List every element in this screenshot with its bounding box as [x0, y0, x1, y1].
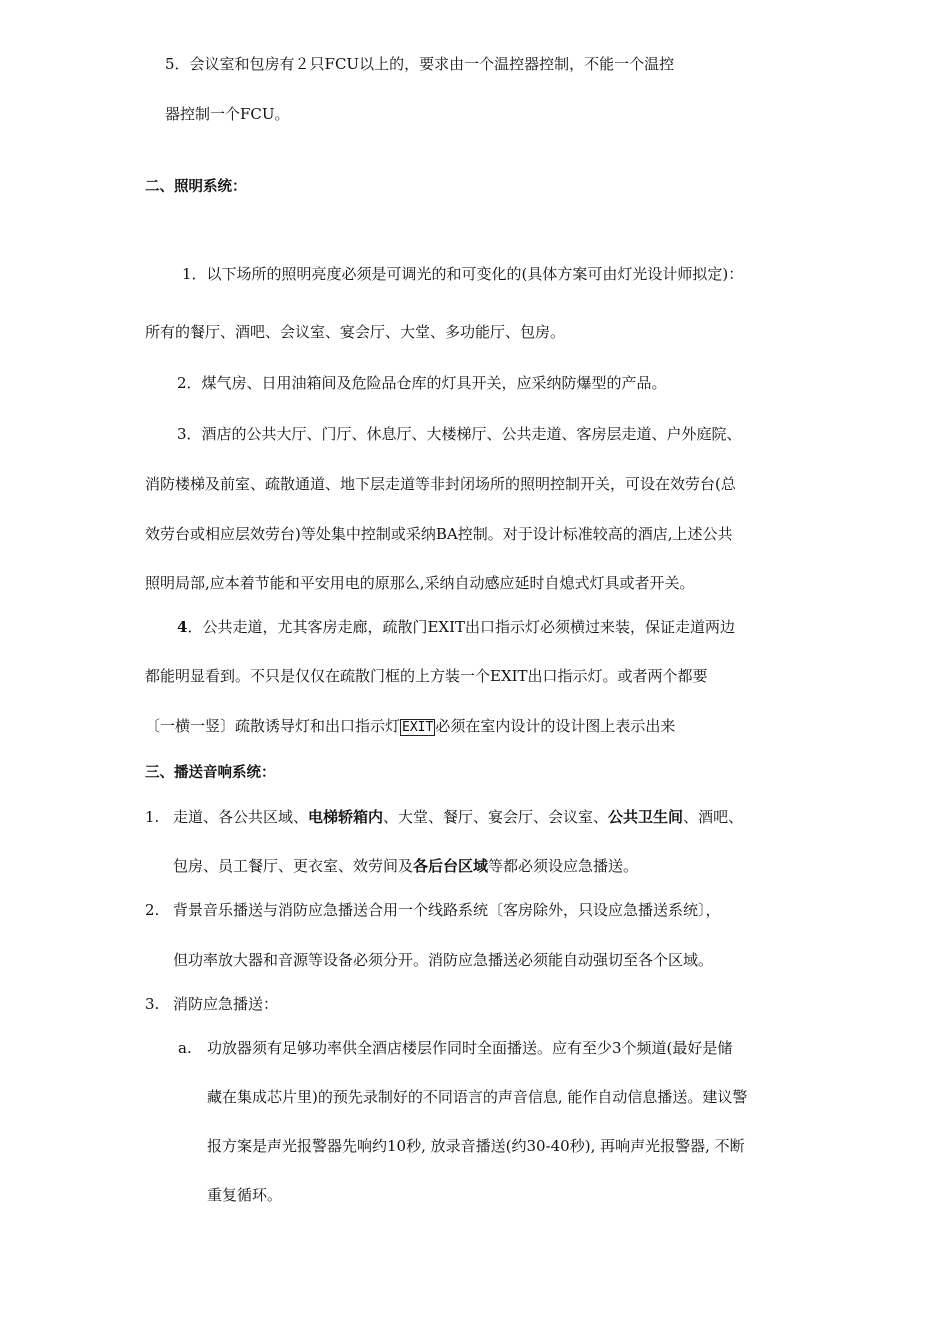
lighting-item4-line3-text-b: 必须在室内设计的设计图上表示出来 — [435, 717, 676, 735]
broadcast-sub-a-number: a. — [178, 1039, 192, 1057]
broadcast-sub-a-line3: 报方案是声光报警器先响约10秒, 放录音播送(约30-40秒), 再响声光报警器, 不断 — [207, 1137, 745, 1155]
broadcast-item3-number: 3. — [145, 995, 160, 1013]
broadcast-item1-bold-restroom: 公共卫生间 — [608, 808, 684, 826]
lighting-item3-line3: 效劳台或相应层效劳台)等处集中控制或采纳BA控制。对于设计标准较高的酒店,上述公共 — [145, 525, 733, 543]
broadcast-item1-text-a: 走道、各公共区域、 — [173, 808, 309, 826]
exit-sign-box: EXIT — [402, 720, 434, 735]
lighting-item4-line2: 都能明显看到。不只是仅仅在疏散门框的上方装一个EXIT出口指示灯。或者两个都要 — [145, 667, 708, 685]
broadcast-sub-a-line1: 功放器须有足够功率供全酒店楼层作同时全面播送。应有至少3个频道(最好是储 — [207, 1039, 733, 1057]
hvac-item5-line2: 器控制一个FCU。 — [165, 105, 290, 123]
lighting-item3-line1: 3．酒店的公共大厅、门厅、休息厅、大楼梯厅、公共走道、客房层走道、户外庭院、 — [177, 425, 742, 443]
hvac-item5-line1: 5．会议室和包房有２只FCU以上的，要求由一个温控器控制，不能一个温控 — [165, 55, 675, 73]
broadcast-item1-number: 1. — [145, 808, 160, 826]
broadcast-sub-a-line2: 藏在集成芯片里)的预先录制好的不同语言的声音信息, 能作自动信息播送。建议警 — [207, 1088, 748, 1106]
broadcast-item2-number: 2. — [145, 901, 160, 919]
broadcast-item1-bold-elevator: 电梯轿箱内 — [308, 808, 384, 826]
broadcast-sub-a-line4: 重复循环。 — [207, 1186, 283, 1204]
lighting-item4-line3 — [145, 716, 675, 738]
lighting-item4-text: ．公共走道，尤其客房走廊，疏散门EXIT出口指示灯必须横过来装，保证走道两边 — [187, 618, 735, 636]
broadcast-item2-line1: 背景音乐播送与消防应急播送合用一个线路系统〔客房除外，只设应急播送系统〕， — [173, 901, 721, 919]
lighting-item4-line3-text-a: 〔一横一竖〕疏散诱导灯和出口指示灯 — [145, 717, 401, 735]
broadcast-item2-line2: 但功率放大器和音源等设备必须分开。消防应急播送必须能自动强切至各个区域。 — [173, 951, 714, 969]
broadcast-item1-line1 — [173, 807, 743, 827]
broadcast-heading: 三、播送音响系统： — [145, 765, 276, 781]
lighting-item1-line2: 所有的餐厅、酒吧、会议室、宴会厅、大堂、多功能厅、包房。 — [145, 323, 566, 341]
broadcast-item1-text-e: 、酒吧、 — [683, 808, 744, 826]
broadcast-item1-text-c: 、大堂、餐厅、宴会厅、会议室、 — [383, 808, 609, 826]
lighting-item1-line1: 1．以下场所的照明亮度必须是可调光的和可变化的(具体方案可由灯光设计师拟定)： — [182, 265, 744, 283]
broadcast-item1-line2 — [173, 856, 638, 876]
lighting-item3-line2: 消防楼梯及前室、疏散通道、地下层走道等非封闭场所的照明控制开关，可设在效劳台(总 — [145, 475, 736, 493]
broadcast-item1-line2-bold-backstage: 各后台区域 — [413, 857, 489, 875]
broadcast-item1-line2-text-a: 包房、员工餐厅、更衣室、效劳间及 — [173, 857, 414, 875]
broadcast-item3-line1: 消防应急播送： — [173, 995, 279, 1013]
broadcast-item1-line2-text-c: 等都必须设应急播送。 — [488, 857, 639, 875]
lighting-item2: 2．煤气房、日用油箱间及危险品仓库的灯具开关，应采纳防爆型的产品。 — [177, 374, 667, 392]
lighting-heading: 二、照明系统： — [145, 179, 247, 195]
lighting-item4-number: 4 — [177, 618, 188, 636]
lighting-item4-line1 — [177, 617, 735, 637]
lighting-item3-line4: 照明局部,应本着节能和平安用电的原那么,采纳自动感应延时自熄式灯具或者开关。 — [145, 574, 695, 592]
